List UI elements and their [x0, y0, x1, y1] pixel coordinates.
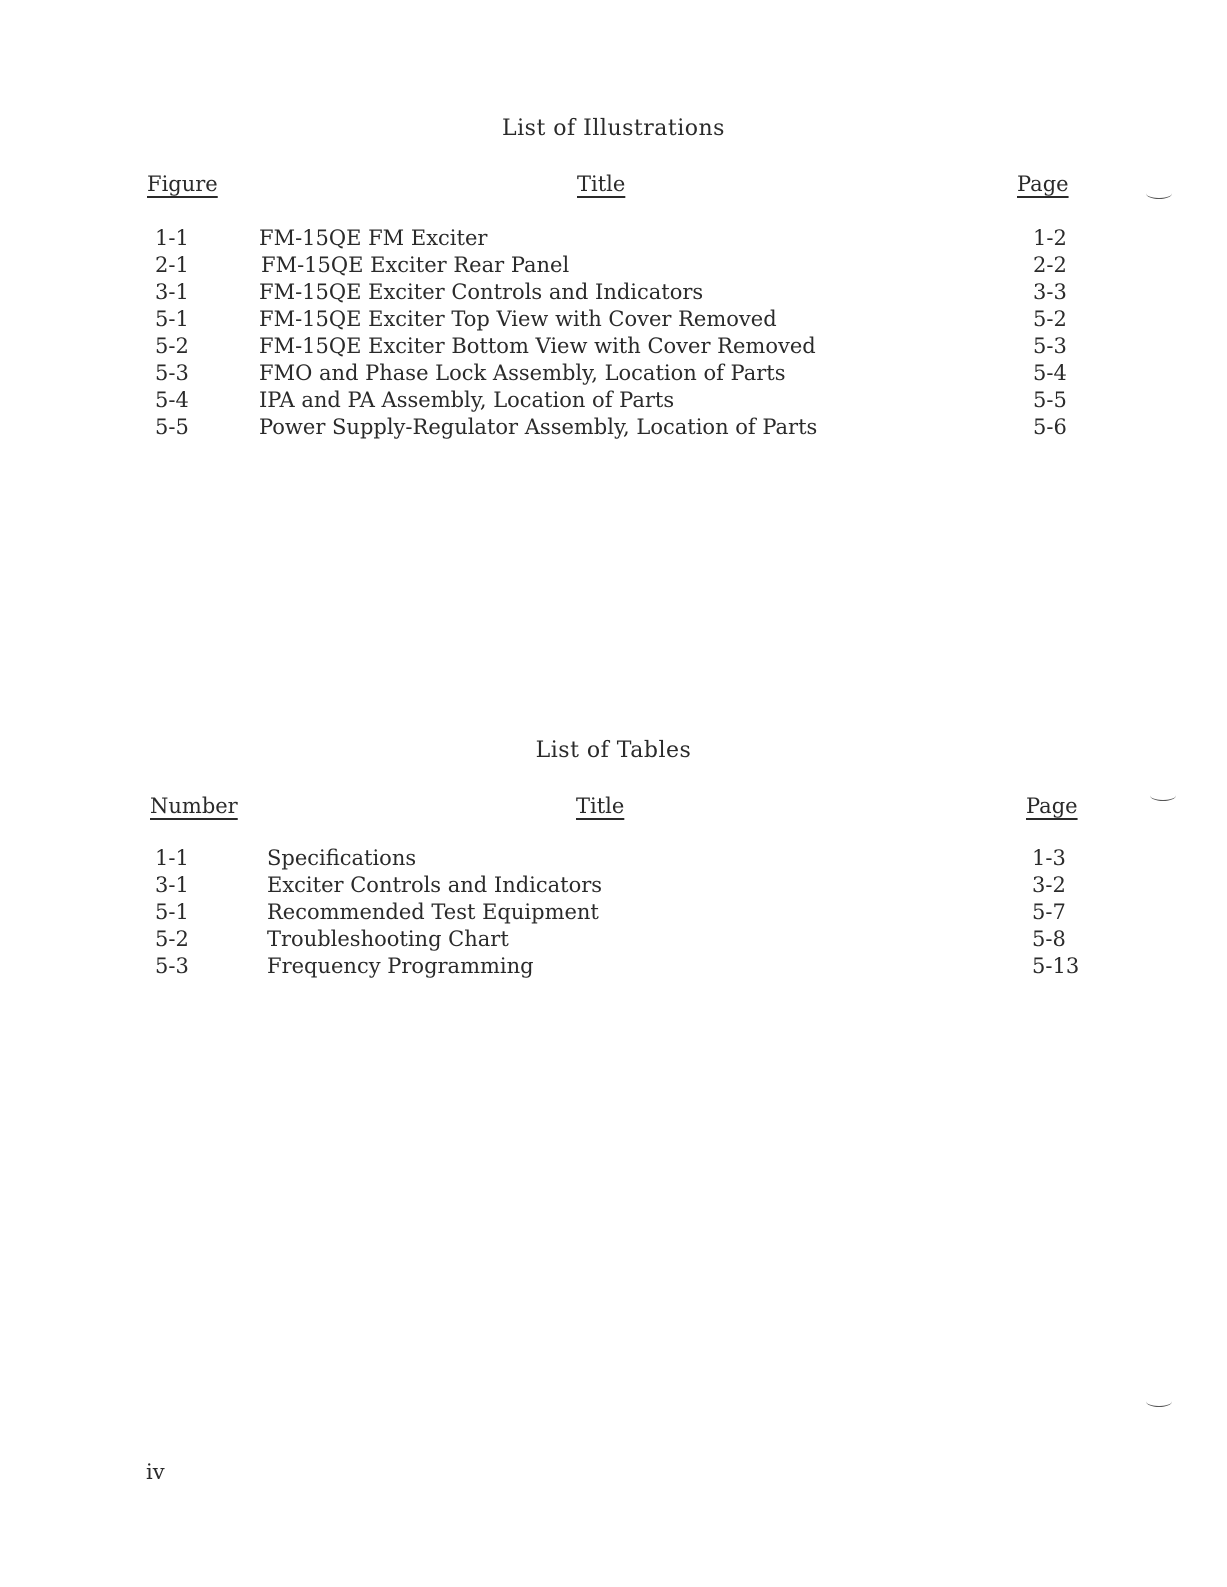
figure-title: FM-15QE Exciter Rear Panel	[261, 253, 570, 277]
table-title: Troubleshooting Chart	[267, 927, 509, 951]
binding-hole-mark	[1146, 188, 1172, 199]
tables-page-column-header: Page	[1026, 794, 1078, 818]
figure-number: 5-2	[155, 334, 189, 358]
table-title: Specifications	[267, 846, 417, 870]
list-item	[0, 226, 1227, 253]
table-title: Exciter Controls and Indicators	[267, 873, 603, 897]
list-item	[0, 954, 1227, 981]
number-column-header: Number	[150, 794, 238, 818]
table-number: 1-1	[155, 846, 189, 870]
figure-page: 5-2	[1033, 307, 1067, 331]
figure-number: 1-1	[155, 226, 189, 250]
figure-title: FMO and Phase Lock Assembly, Location of Parts	[259, 361, 786, 385]
list-item	[0, 361, 1227, 388]
table-number: 3-1	[155, 873, 189, 897]
figure-page: 5-3	[1033, 334, 1067, 358]
list-item	[0, 334, 1227, 361]
list-item	[0, 253, 1227, 280]
table-page: 1-3	[1032, 846, 1066, 870]
binding-hole-mark	[1150, 790, 1176, 801]
table-number: 5-3	[155, 954, 189, 978]
figure-title: FM-15QE Exciter Bottom View with Cover Removed	[259, 334, 816, 358]
table-page: 5-8	[1032, 927, 1066, 951]
figure-column-header: Figure	[147, 172, 218, 196]
table-title: Recommended Test Equipment	[267, 900, 599, 924]
figure-number: 5-1	[155, 307, 189, 331]
list-item	[0, 873, 1227, 900]
table-page: 3-2	[1032, 873, 1066, 897]
list-item	[0, 927, 1227, 954]
list-item	[0, 846, 1227, 873]
figure-number: 5-3	[155, 361, 189, 385]
figure-page: 3-3	[1033, 280, 1067, 304]
figure-page: 2-2	[1033, 253, 1067, 277]
list-item	[0, 280, 1227, 307]
figure-title: FM-15QE Exciter Top View with Cover Removed	[259, 307, 777, 331]
figure-title: Power Supply-Regulator Assembly, Location of Parts	[259, 415, 818, 439]
illustrations-heading: List of Illustrations	[502, 116, 725, 141]
list-item	[0, 415, 1227, 442]
figure-number: 2-1	[155, 253, 189, 277]
list-item	[0, 307, 1227, 334]
tables-title-column-header: Title	[576, 794, 625, 818]
table-page: 5-13	[1032, 954, 1080, 978]
figure-title: FM-15QE FM Exciter	[259, 226, 488, 250]
figure-title: FM-15QE Exciter Controls and Indicators	[259, 280, 704, 304]
figure-number: 5-5	[155, 415, 189, 439]
figure-page: 1-2	[1033, 226, 1067, 250]
page-number: iv	[146, 1460, 165, 1484]
table-number: 5-2	[155, 927, 189, 951]
table-title: Frequency Programming	[267, 954, 534, 978]
figure-page: 5-6	[1033, 415, 1067, 439]
binding-hole-mark	[1146, 1396, 1172, 1407]
illustrations-title-column-header: Title	[577, 172, 626, 196]
figure-page: 5-5	[1033, 388, 1067, 412]
figure-number: 5-4	[155, 388, 189, 412]
figure-title: IPA and PA Assembly, Location of Parts	[259, 388, 675, 412]
illustrations-page-column-header: Page	[1017, 172, 1069, 196]
table-number: 5-1	[155, 900, 189, 924]
table-page: 5-7	[1032, 900, 1066, 924]
list-item	[0, 900, 1227, 927]
list-item	[0, 388, 1227, 415]
tables-heading: List of Tables	[535, 738, 692, 763]
figure-page: 5-4	[1033, 361, 1067, 385]
figure-number: 3-1	[155, 280, 189, 304]
